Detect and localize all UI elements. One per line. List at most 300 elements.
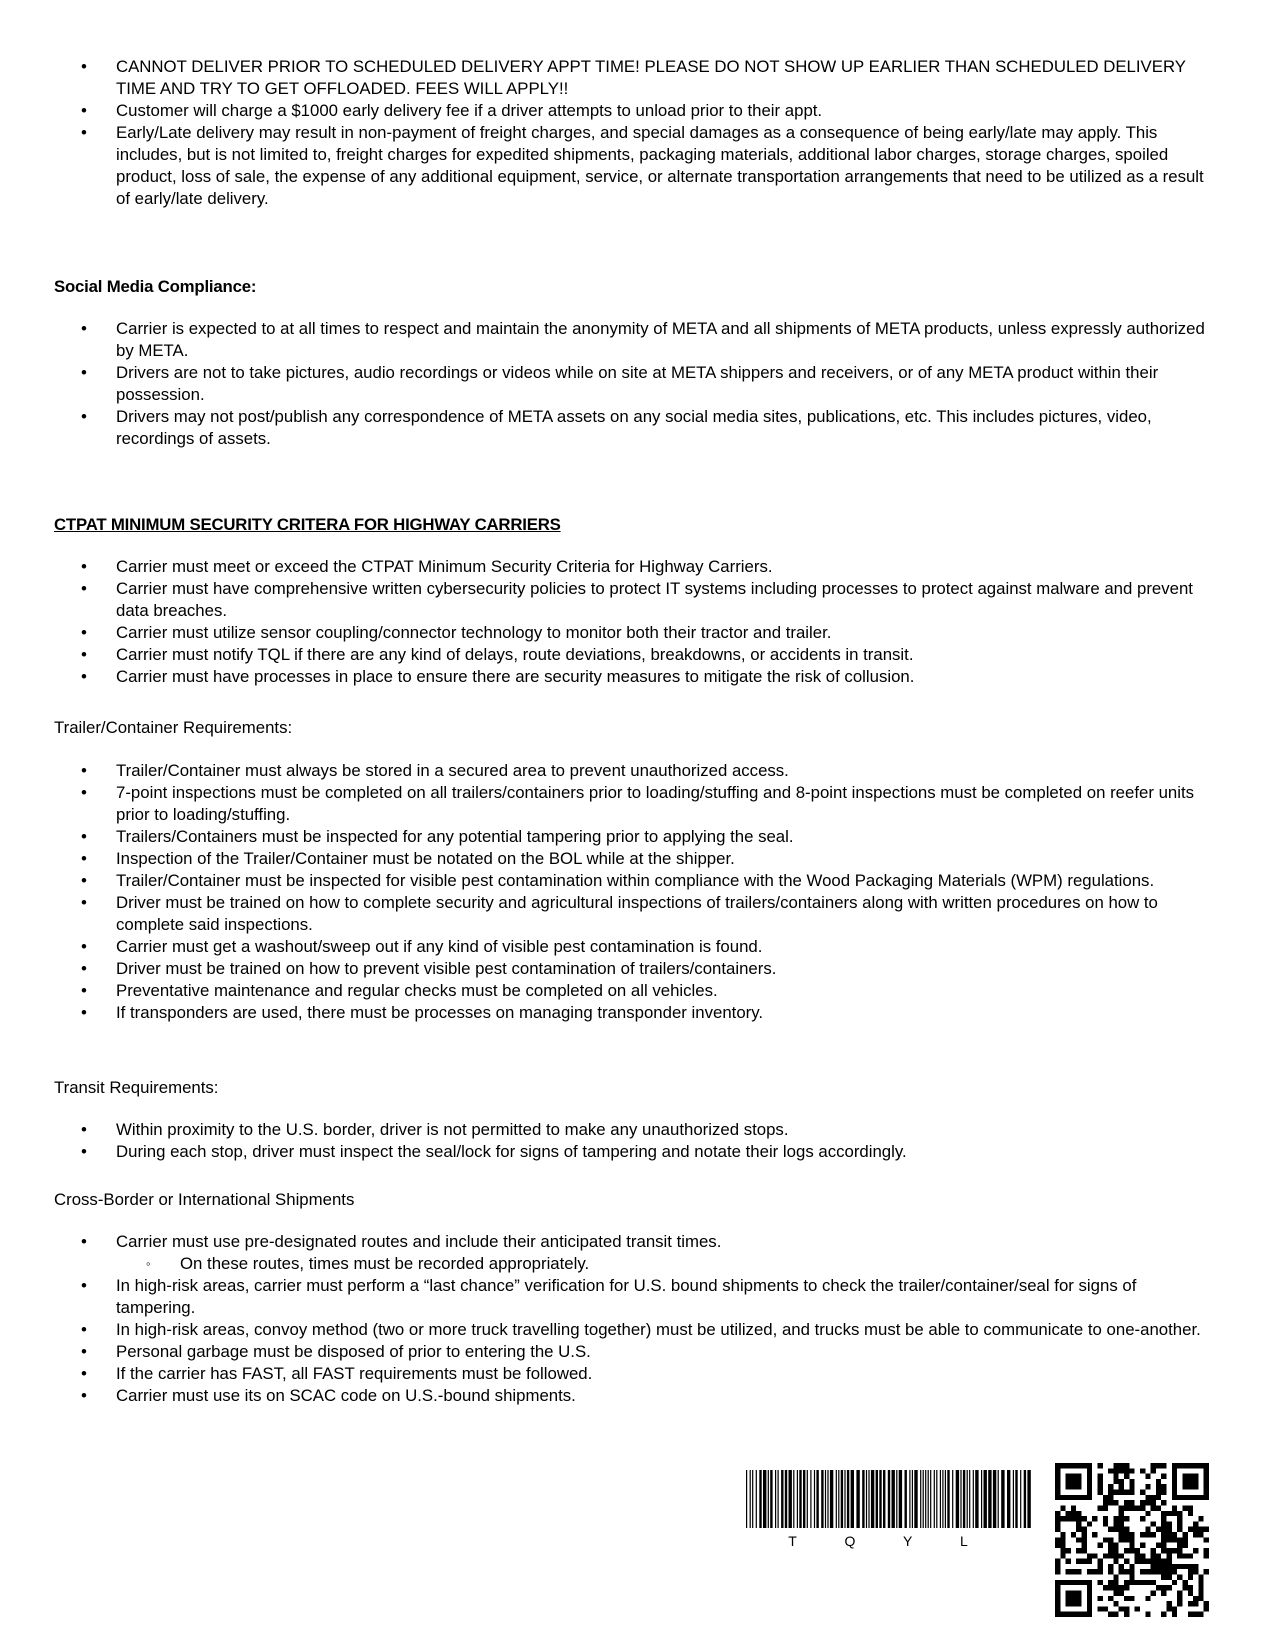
qr-module bbox=[1151, 1521, 1156, 1526]
qr-module bbox=[1103, 1505, 1108, 1510]
barcode-bar bbox=[827, 1470, 828, 1528]
qr-module bbox=[1167, 1601, 1172, 1606]
barcode-bar bbox=[960, 1470, 961, 1528]
qr-module bbox=[1103, 1500, 1108, 1505]
qr-module bbox=[1182, 1580, 1187, 1585]
qr-module bbox=[1161, 1490, 1166, 1495]
ctpat-list bbox=[0, 556, 1275, 688]
qr-module bbox=[1151, 1590, 1156, 1595]
qr-module bbox=[1071, 1495, 1076, 1500]
qr-module bbox=[1071, 1463, 1076, 1468]
barcode-bar bbox=[888, 1470, 890, 1528]
qr-module bbox=[1182, 1532, 1187, 1537]
qr-module bbox=[1113, 1500, 1118, 1505]
qr-module bbox=[1124, 1606, 1129, 1611]
list-item: • Driver must be trained on how to complete security and agricultural inspections of trailers/containers along with written procedures on how to complete said inspections. bbox=[0, 892, 1275, 936]
qr-module bbox=[1172, 1484, 1177, 1489]
qr-module bbox=[1108, 1490, 1113, 1495]
qr-module bbox=[1161, 1521, 1166, 1526]
qr-module bbox=[1182, 1537, 1187, 1542]
qr-module bbox=[1055, 1527, 1060, 1532]
qr-module bbox=[1097, 1543, 1102, 1548]
qr-module bbox=[1076, 1527, 1081, 1532]
qr-module bbox=[1135, 1548, 1140, 1553]
qr-module bbox=[1108, 1537, 1113, 1542]
qr-module bbox=[1145, 1569, 1150, 1574]
list-item: • Early/Late delivery may result in non-payment of freight charges, and special damages as a consequence of being early/late may apply. This includes, but is not limited to, freight charges for expedited shipments, packaging materials, additional labor charges, storage charges, spoiled product, loss of sale, the expense of any additional equipment, service, or alternate transportation arrangements that need to be utilized as a result of early/late delivery. bbox=[0, 122, 1275, 210]
qr-module bbox=[1140, 1490, 1145, 1495]
qr-module bbox=[1135, 1553, 1140, 1558]
qr-module bbox=[1076, 1479, 1081, 1484]
qr-module bbox=[1204, 1548, 1209, 1553]
qr-module bbox=[1060, 1553, 1065, 1558]
trailer-list bbox=[0, 760, 1275, 1024]
qr-module bbox=[1076, 1495, 1081, 1500]
qr-module bbox=[1129, 1500, 1134, 1505]
qr-module bbox=[1151, 1564, 1156, 1569]
list-item: • If the carrier has FAST, all FAST requirements must be followed. bbox=[0, 1363, 1275, 1385]
qr-module bbox=[1097, 1490, 1102, 1495]
qr-module bbox=[1082, 1463, 1087, 1468]
qr-module bbox=[1082, 1516, 1087, 1521]
qr-module bbox=[1198, 1580, 1203, 1585]
qr-module bbox=[1071, 1590, 1076, 1595]
qr-module bbox=[1124, 1580, 1129, 1585]
qr-module bbox=[1082, 1548, 1087, 1553]
qr-module bbox=[1066, 1596, 1071, 1601]
qr-module bbox=[1071, 1596, 1076, 1601]
barcode-bar bbox=[797, 1470, 798, 1528]
qr-module bbox=[1135, 1580, 1140, 1585]
qr-module bbox=[1129, 1490, 1134, 1495]
qr-module bbox=[1108, 1564, 1113, 1569]
qr-module bbox=[1113, 1553, 1118, 1558]
qr-module bbox=[1129, 1505, 1134, 1510]
qr-module bbox=[1204, 1490, 1209, 1495]
qr-module bbox=[1204, 1484, 1209, 1489]
qr-module bbox=[1204, 1527, 1209, 1532]
qr-module bbox=[1172, 1612, 1177, 1617]
qr-module bbox=[1108, 1569, 1113, 1574]
qr-module bbox=[1071, 1474, 1076, 1479]
border-heading: Cross-Border or International Shipments bbox=[54, 1190, 355, 1209]
barcode-bar bbox=[836, 1470, 837, 1528]
qr-module bbox=[1071, 1505, 1076, 1510]
qr-module bbox=[1172, 1511, 1177, 1516]
qr-module bbox=[1161, 1484, 1166, 1489]
qr-module bbox=[1108, 1596, 1113, 1601]
qr-module bbox=[1151, 1580, 1156, 1585]
qr-module bbox=[1113, 1575, 1118, 1580]
qr-module bbox=[1156, 1490, 1161, 1495]
barcode-bar bbox=[768, 1470, 769, 1528]
qr-module bbox=[1140, 1516, 1145, 1521]
barcode-bar bbox=[973, 1470, 974, 1528]
barcode-bar bbox=[1015, 1470, 1017, 1528]
barcode-bar bbox=[905, 1470, 907, 1528]
qr-module bbox=[1113, 1612, 1118, 1617]
qr-module bbox=[1087, 1596, 1092, 1601]
qr-module bbox=[1055, 1474, 1060, 1479]
barcode-bar bbox=[1020, 1470, 1021, 1528]
qr-module bbox=[1097, 1564, 1102, 1569]
qr-module bbox=[1151, 1569, 1156, 1574]
qr-module bbox=[1087, 1463, 1092, 1468]
barcode-bar bbox=[1007, 1470, 1010, 1528]
qr-module bbox=[1140, 1468, 1145, 1473]
qr-module bbox=[1087, 1468, 1092, 1473]
qr-module bbox=[1188, 1505, 1193, 1510]
list-item: • Trailers/Containers must be inspected for any potential tampering prior to applying the seal. bbox=[0, 826, 1275, 848]
qr-module bbox=[1124, 1596, 1129, 1601]
qr-module bbox=[1119, 1527, 1124, 1532]
qr-module bbox=[1188, 1590, 1193, 1595]
qr-module bbox=[1082, 1543, 1087, 1548]
qr-module bbox=[1060, 1495, 1065, 1500]
social-list bbox=[0, 318, 1275, 450]
barcode-bar bbox=[947, 1470, 949, 1528]
qr-module bbox=[1082, 1559, 1087, 1564]
trailer-heading: Trailer/Container Requirements: bbox=[54, 718, 293, 737]
qr-module bbox=[1124, 1569, 1129, 1574]
barcode-bar bbox=[984, 1470, 987, 1528]
qr-module bbox=[1055, 1596, 1060, 1601]
qr-module bbox=[1193, 1532, 1198, 1537]
qr-module bbox=[1182, 1479, 1187, 1484]
qr-module bbox=[1161, 1474, 1166, 1479]
qr-module bbox=[1113, 1601, 1118, 1606]
qr-module bbox=[1167, 1564, 1172, 1569]
qr-module bbox=[1161, 1564, 1166, 1569]
qr-module bbox=[1177, 1463, 1182, 1468]
qr-module bbox=[1124, 1548, 1129, 1553]
qr-module bbox=[1172, 1479, 1177, 1484]
qr-module bbox=[1161, 1548, 1166, 1553]
qr-module bbox=[1119, 1463, 1124, 1468]
qr-module bbox=[1140, 1559, 1145, 1564]
qr-module bbox=[1060, 1612, 1065, 1617]
list-item: • During each stop, driver must inspect the seal/lock for signs of tampering and notate their logs accordingly. bbox=[0, 1141, 1275, 1163]
qr-module bbox=[1055, 1569, 1060, 1574]
list-item: • Carrier must have processes in place to ensure there are security measures to mitigate the risk of collusion. bbox=[0, 666, 1275, 688]
qr-module bbox=[1167, 1548, 1172, 1553]
qr-module bbox=[1129, 1543, 1134, 1548]
qr-module bbox=[1071, 1569, 1076, 1574]
qr-module bbox=[1140, 1500, 1145, 1505]
qr-module bbox=[1071, 1511, 1076, 1516]
qr-module bbox=[1055, 1479, 1060, 1484]
qr-module bbox=[1161, 1516, 1166, 1521]
barcode-bar bbox=[896, 1470, 897, 1528]
qr-module bbox=[1161, 1537, 1166, 1542]
qr-module bbox=[1161, 1532, 1166, 1537]
qr-module bbox=[1119, 1564, 1124, 1569]
qr-module bbox=[1092, 1516, 1097, 1521]
qr-module bbox=[1145, 1484, 1150, 1489]
qr-module bbox=[1097, 1580, 1102, 1585]
qr-module bbox=[1055, 1511, 1060, 1516]
qr-module bbox=[1177, 1590, 1182, 1595]
barcode-bar bbox=[876, 1470, 878, 1528]
qr-module bbox=[1087, 1569, 1092, 1574]
barcode-bar bbox=[785, 1470, 787, 1528]
qr-module bbox=[1167, 1606, 1172, 1611]
qr-module bbox=[1113, 1559, 1118, 1564]
qr-module bbox=[1193, 1612, 1198, 1617]
qr-module bbox=[1113, 1543, 1118, 1548]
list-item: • Inspection of the Trailer/Container must be notated on the BOL while at the shipper. bbox=[0, 848, 1275, 870]
qr-module bbox=[1145, 1580, 1150, 1585]
qr-module bbox=[1156, 1463, 1161, 1468]
sub-list-item: ◦ On these routes, times must be recorded appropriately. bbox=[116, 1253, 1215, 1275]
qr-module bbox=[1177, 1553, 1182, 1558]
qr-module bbox=[1076, 1484, 1081, 1489]
qr-module bbox=[1103, 1516, 1108, 1521]
qr-module bbox=[1172, 1569, 1177, 1574]
qr-module bbox=[1182, 1543, 1187, 1548]
qr-module bbox=[1108, 1484, 1113, 1489]
qr-module bbox=[1172, 1468, 1177, 1473]
qr-module bbox=[1167, 1537, 1172, 1542]
qr-module bbox=[1124, 1490, 1129, 1495]
qr-module bbox=[1055, 1521, 1060, 1526]
qr-module bbox=[1151, 1532, 1156, 1537]
qr-module bbox=[1129, 1468, 1134, 1473]
qr-module bbox=[1055, 1495, 1060, 1500]
qr-module bbox=[1145, 1500, 1150, 1505]
qr-module bbox=[1140, 1532, 1145, 1537]
barcode-bar bbox=[988, 1470, 991, 1528]
list-item: • 7-point inspections must be completed on all trailers/containers prior to loading/stuffing and 8-point inspections must be completed on reefer units prior to loading/stuffing. bbox=[0, 782, 1275, 826]
qr-module bbox=[1108, 1548, 1113, 1553]
qr-module bbox=[1087, 1580, 1092, 1585]
barcode-bar bbox=[871, 1470, 874, 1528]
qr-module bbox=[1167, 1575, 1172, 1580]
delivery-list bbox=[0, 56, 1275, 210]
qr-module bbox=[1198, 1612, 1203, 1617]
ctpat-heading: CTPAT MINIMUM SECURITY CRITERA FOR HIGHWAY CARRIERS bbox=[54, 515, 561, 534]
social-heading: Social Media Compliance: bbox=[54, 277, 257, 296]
qr-module bbox=[1119, 1521, 1124, 1526]
qr-module bbox=[1055, 1463, 1060, 1468]
qr-module bbox=[1103, 1585, 1108, 1590]
qr-module bbox=[1193, 1474, 1198, 1479]
barcode-bar bbox=[789, 1470, 792, 1528]
qr-module bbox=[1076, 1548, 1081, 1553]
barcode-bar bbox=[807, 1470, 808, 1528]
qr-module bbox=[1124, 1585, 1129, 1590]
qr-module bbox=[1055, 1590, 1060, 1595]
qr-module bbox=[1204, 1537, 1209, 1542]
barcode-bar bbox=[928, 1470, 929, 1528]
qr-module bbox=[1103, 1606, 1108, 1611]
qr-module bbox=[1172, 1606, 1177, 1611]
qr-module bbox=[1103, 1537, 1108, 1542]
barcode-bar bbox=[1027, 1470, 1030, 1528]
qr-module bbox=[1113, 1474, 1118, 1479]
qr-module bbox=[1188, 1474, 1193, 1479]
qr-module bbox=[1129, 1548, 1134, 1553]
qr-module bbox=[1145, 1495, 1150, 1500]
qr-module bbox=[1145, 1612, 1150, 1617]
qr-module bbox=[1108, 1500, 1113, 1505]
qr-module bbox=[1097, 1505, 1102, 1510]
qr-module bbox=[1177, 1495, 1182, 1500]
qr-module bbox=[1055, 1543, 1060, 1548]
list-item: • Carrier is expected to at all times to respect and maintain the anonymity of META and all shipments of META products, unless expressly authorized by META. bbox=[0, 318, 1275, 362]
qr-module bbox=[1087, 1612, 1092, 1617]
qr-module bbox=[1135, 1505, 1140, 1510]
qr-module bbox=[1193, 1527, 1198, 1532]
qr-module bbox=[1119, 1590, 1124, 1595]
barcode-bar bbox=[975, 1470, 978, 1528]
barcode-bar bbox=[814, 1470, 815, 1528]
qr-module bbox=[1172, 1474, 1177, 1479]
qr-module bbox=[1172, 1463, 1177, 1468]
qr-module bbox=[1076, 1590, 1081, 1595]
qr-module bbox=[1076, 1521, 1081, 1526]
qr-module bbox=[1193, 1564, 1198, 1569]
barcode-bar bbox=[763, 1470, 766, 1528]
qr-module bbox=[1097, 1559, 1102, 1564]
qr-module bbox=[1082, 1537, 1087, 1542]
barcode-bar bbox=[793, 1470, 794, 1528]
qr-module bbox=[1108, 1580, 1113, 1585]
barcode-bar bbox=[856, 1470, 859, 1528]
list-item: • Carrier must get a washout/sweep out if any kind of visible pest contamination is found. bbox=[0, 936, 1275, 958]
qr-module bbox=[1055, 1612, 1060, 1617]
trailer-section bbox=[0, 760, 1275, 1024]
qr-module bbox=[1188, 1527, 1193, 1532]
qr-module bbox=[1103, 1553, 1108, 1558]
qr-module bbox=[1124, 1537, 1129, 1542]
barcode-bar bbox=[934, 1470, 935, 1528]
list-item: • Personal garbage must be disposed of prior to entering the U.S. bbox=[0, 1341, 1275, 1363]
barcode-bar bbox=[936, 1470, 937, 1528]
qr-module bbox=[1060, 1532, 1065, 1537]
qr-module bbox=[1188, 1601, 1193, 1606]
list-item: • Preventative maintenance and regular checks must be completed on all vehicles. bbox=[0, 980, 1275, 1002]
qr-module bbox=[1198, 1463, 1203, 1468]
qr-module bbox=[1124, 1468, 1129, 1473]
qr-module bbox=[1055, 1537, 1060, 1542]
barcode-bar bbox=[1013, 1470, 1014, 1528]
qr-module bbox=[1177, 1527, 1182, 1532]
qr-module bbox=[1066, 1511, 1071, 1516]
qr-module bbox=[1082, 1495, 1087, 1500]
qr-module bbox=[1108, 1468, 1113, 1473]
barcode bbox=[744, 1470, 1034, 1550]
qr-module bbox=[1156, 1479, 1161, 1484]
qr-module bbox=[1193, 1569, 1198, 1574]
qr-module bbox=[1177, 1601, 1182, 1606]
qr-module bbox=[1145, 1527, 1150, 1532]
qr-module bbox=[1204, 1479, 1209, 1484]
qr-module bbox=[1055, 1601, 1060, 1606]
qr-module bbox=[1119, 1585, 1124, 1590]
barcode-bar bbox=[923, 1470, 924, 1528]
transit-heading: Transit Requirements: bbox=[54, 1078, 219, 1097]
qr-module bbox=[1071, 1532, 1076, 1537]
barcode-bar bbox=[920, 1470, 921, 1528]
qr-module bbox=[1087, 1521, 1092, 1526]
qr-module bbox=[1177, 1543, 1182, 1548]
barcode-bar bbox=[844, 1470, 845, 1528]
transit-list bbox=[0, 1119, 1275, 1163]
list-item: • Carrier must utilize sensor coupling/connector technology to monitor both their tractor and trailer. bbox=[0, 622, 1275, 644]
qr-module bbox=[1177, 1575, 1182, 1580]
qr-module bbox=[1124, 1532, 1129, 1537]
qr-module bbox=[1177, 1548, 1182, 1553]
barcode-bar bbox=[759, 1470, 761, 1528]
barcode-bar bbox=[781, 1470, 783, 1528]
qr-module bbox=[1108, 1553, 1113, 1558]
qr-module bbox=[1076, 1596, 1081, 1601]
qr-module bbox=[1156, 1495, 1161, 1500]
qr-module bbox=[1172, 1548, 1177, 1553]
qr-module bbox=[1193, 1495, 1198, 1500]
qr-module bbox=[1151, 1463, 1156, 1468]
qr-module bbox=[1172, 1537, 1177, 1542]
qr-module bbox=[1103, 1495, 1108, 1500]
qr-module bbox=[1087, 1590, 1092, 1595]
qr-module bbox=[1140, 1505, 1145, 1510]
qr-module bbox=[1066, 1548, 1071, 1553]
list-item: • In high-risk areas, convoy method (two or more truck travelling together) must be utilized, and trucks must be able to communicate to one-another. bbox=[0, 1319, 1275, 1341]
qr-module bbox=[1177, 1596, 1182, 1601]
list-item: • CANNOT DELIVER PRIOR TO SCHEDULED DELIVERY APPT TIME! PLEASE DO NOT SHOW UP EARLIER THAN SCHEDULED DELIVERY TIME AND TRY TO GET OFFLOADED. FEES WILL APPLY!! bbox=[0, 56, 1275, 100]
qr-module bbox=[1156, 1553, 1161, 1558]
qr-module bbox=[1108, 1543, 1113, 1548]
qr-module bbox=[1119, 1468, 1124, 1473]
qr-module bbox=[1082, 1532, 1087, 1537]
qr-module bbox=[1135, 1606, 1140, 1611]
qr-module bbox=[1055, 1580, 1060, 1585]
list-item: • Drivers are not to take pictures, audio recordings or videos while on site at META shippers and receivers, or of any META product within their possession. bbox=[0, 362, 1275, 406]
qr-module bbox=[1193, 1596, 1198, 1601]
qr-module bbox=[1182, 1564, 1187, 1569]
list-item: • Carrier must have comprehensive written cybersecurity policies to protect IT systems including processes to protect against malware and prevent data breaches. bbox=[0, 578, 1275, 622]
barcode-bar bbox=[847, 1470, 849, 1528]
qr-module bbox=[1124, 1474, 1129, 1479]
qr-module bbox=[1060, 1463, 1065, 1468]
qr-module bbox=[1119, 1553, 1124, 1558]
qr-module bbox=[1145, 1474, 1150, 1479]
qr-module bbox=[1140, 1553, 1145, 1558]
qr-modules bbox=[1055, 1463, 1209, 1617]
qr-module bbox=[1066, 1484, 1071, 1489]
qr-module bbox=[1129, 1532, 1134, 1537]
list-item-text: Carrier must use pre-designated routes and include their anticipated transit times. bbox=[116, 1232, 722, 1251]
qr-module bbox=[1092, 1532, 1097, 1537]
qr-module bbox=[1124, 1527, 1129, 1532]
barcode-bar bbox=[799, 1470, 801, 1528]
barcode-bar bbox=[945, 1470, 946, 1528]
qr-module bbox=[1129, 1537, 1134, 1542]
qr-module bbox=[1113, 1490, 1118, 1495]
qr-module bbox=[1087, 1585, 1092, 1590]
barcode-bar bbox=[899, 1470, 902, 1528]
barcode-bar bbox=[967, 1470, 968, 1528]
qr-module bbox=[1087, 1479, 1092, 1484]
transit-section bbox=[0, 1119, 1275, 1163]
qr-module bbox=[1172, 1505, 1177, 1510]
barcode-bar bbox=[879, 1470, 881, 1528]
barcode-bar bbox=[830, 1470, 833, 1528]
qr-module bbox=[1076, 1601, 1081, 1606]
qr-module bbox=[1082, 1580, 1087, 1585]
qr-module bbox=[1156, 1543, 1161, 1548]
